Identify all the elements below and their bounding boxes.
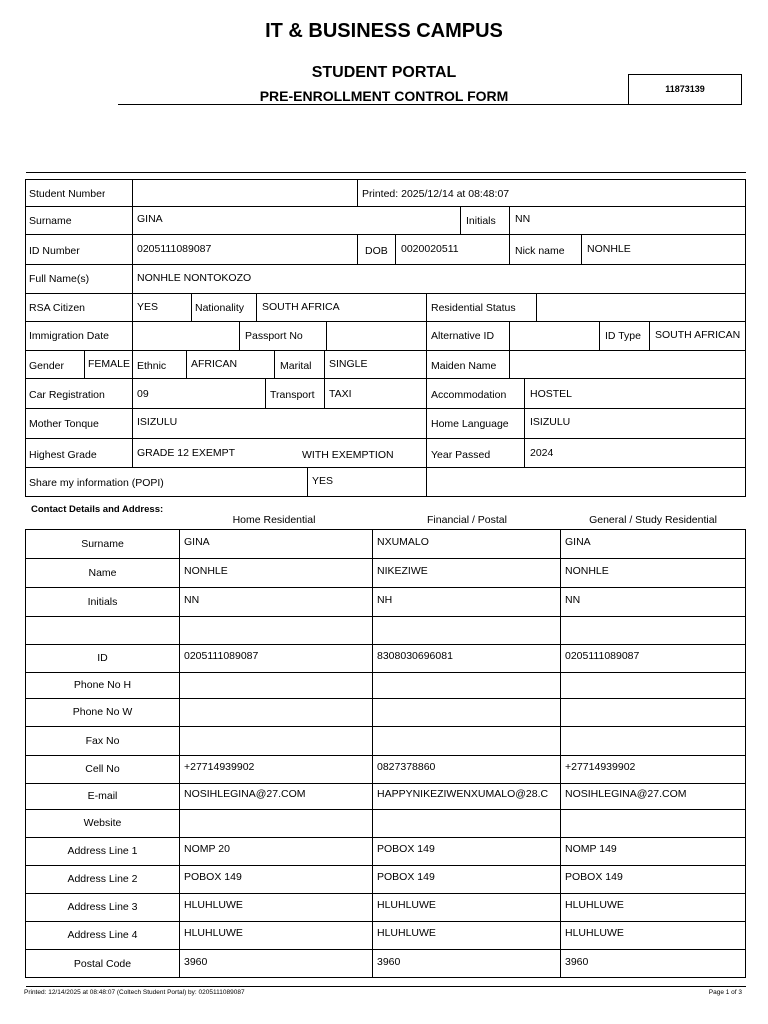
gender-label: Gender bbox=[29, 360, 65, 372]
full-names-label: Full Name(s) bbox=[29, 273, 90, 285]
contact-row-divider bbox=[25, 837, 746, 838]
form-number-box bbox=[628, 74, 742, 105]
contact-cell: 3960 bbox=[184, 956, 208, 968]
contact-cell: NOMP 20 bbox=[184, 843, 230, 855]
student-number-label: Student Number bbox=[29, 188, 106, 200]
immigration-date-label: Immigration Date bbox=[29, 330, 109, 342]
campus-title: IT & BUSINESS CAMPUS bbox=[265, 20, 503, 42]
contact-row-divider bbox=[25, 755, 746, 756]
contact-row-label: Postal Code bbox=[73, 958, 132, 970]
home-language-label: Home Language bbox=[431, 418, 509, 430]
contact-row-label: Fax No bbox=[85, 735, 120, 747]
passport-label: Passport No bbox=[245, 330, 303, 342]
col-divider bbox=[460, 206, 461, 235]
contact-col-divider bbox=[179, 529, 180, 978]
contact-row-label: Website bbox=[83, 817, 122, 829]
contact-row-divider bbox=[25, 921, 746, 922]
contact-row-divider bbox=[25, 587, 746, 588]
transport-value: TAXI bbox=[329, 388, 352, 400]
nick-name-label: Nick name bbox=[515, 245, 565, 257]
maiden-name-label: Maiden Name bbox=[431, 360, 497, 372]
contact-cell: HLUHLUWE bbox=[184, 899, 243, 911]
marital-value: SINGLE bbox=[329, 358, 368, 370]
header-divider bbox=[26, 172, 746, 173]
col-divider bbox=[324, 378, 325, 409]
col-divider bbox=[132, 321, 133, 351]
id-type-value: SOUTH AFRICAN bbox=[655, 329, 741, 341]
contact-cell: GINA bbox=[184, 536, 210, 548]
form-number: 11873139 bbox=[665, 84, 705, 94]
row-divider bbox=[25, 321, 746, 322]
contact-cell: 3960 bbox=[377, 956, 401, 968]
residential-status-label: Residential Status bbox=[431, 302, 516, 314]
col-divider bbox=[395, 234, 396, 265]
contact-cell: 3960 bbox=[565, 956, 589, 968]
row-divider bbox=[25, 234, 746, 235]
col-divider bbox=[649, 321, 650, 351]
alternative-id-label: Alternative ID bbox=[431, 330, 495, 342]
contact-row-label: ID bbox=[97, 652, 108, 664]
footer-printed: Printed: 12/14/2025 at 08:48:07 (Coltech Student Portal) by: 0205111089087 bbox=[24, 989, 245, 996]
contact-cell: POBOX 149 bbox=[377, 871, 435, 883]
col-divider bbox=[265, 378, 266, 409]
car-registration-value: 09 bbox=[137, 388, 149, 400]
footer-page: Page 1 of 3 bbox=[708, 989, 742, 996]
initials-value: NN bbox=[515, 213, 531, 225]
initials-label: Initials bbox=[466, 215, 496, 227]
col-divider bbox=[509, 234, 510, 265]
contact-row-label: Address Line 2 bbox=[67, 873, 138, 885]
col-divider bbox=[84, 350, 85, 379]
row-divider bbox=[25, 408, 746, 409]
contact-heading: Contact Details and Address: bbox=[31, 504, 164, 515]
id-number-value: 0205111089087 bbox=[137, 243, 212, 255]
col-divider bbox=[599, 321, 600, 351]
contact-cell: NONHLE bbox=[184, 565, 228, 577]
col-divider bbox=[509, 350, 510, 379]
contact-row-divider bbox=[25, 949, 746, 950]
contact-row-label: Cell No bbox=[85, 763, 120, 775]
col-divider bbox=[132, 179, 133, 207]
year-passed-label: Year Passed bbox=[431, 449, 491, 461]
contact-cell: POBOX 149 bbox=[565, 871, 623, 883]
nationality-value: SOUTH AFRICA bbox=[262, 301, 340, 313]
col-divider bbox=[426, 408, 427, 439]
popi-label: Share my information (POPI) bbox=[29, 477, 164, 489]
nationality-label: Nationality bbox=[195, 302, 245, 314]
contact-cell: 8308030696081 bbox=[377, 650, 453, 662]
surname-value: GINA bbox=[137, 213, 163, 225]
dob-label: DOB bbox=[365, 245, 388, 257]
popi-value: YES bbox=[312, 475, 334, 487]
col-divider bbox=[324, 350, 325, 379]
col-divider bbox=[524, 438, 525, 468]
printed-timestamp: Printed: 2025/12/14 at 08:48:07 bbox=[362, 188, 510, 200]
contact-cell: NONHLE bbox=[565, 565, 609, 577]
col-divider bbox=[536, 293, 537, 322]
col-divider bbox=[256, 293, 257, 322]
nick-name-value: NONHLE bbox=[587, 243, 631, 255]
contact-row-label: Phone No H bbox=[73, 679, 132, 691]
row-divider bbox=[25, 378, 746, 379]
transport-label: Transport bbox=[270, 389, 315, 401]
col-divider bbox=[426, 378, 427, 409]
highest-grade-label: Highest Grade bbox=[29, 449, 97, 461]
contact-row-label: Initials bbox=[87, 596, 118, 608]
col-divider bbox=[132, 378, 133, 409]
contact-cell: HLUHLUWE bbox=[184, 927, 243, 939]
col-divider bbox=[132, 350, 133, 379]
contact-row-divider bbox=[25, 809, 746, 810]
contact-cell: 0205111089087 bbox=[184, 650, 259, 662]
contact-row-divider bbox=[25, 783, 746, 784]
row-divider bbox=[25, 206, 746, 207]
col-divider bbox=[274, 350, 275, 379]
contact-row-label: E-mail bbox=[87, 790, 118, 802]
mother-tongue-label: Mother Tonque bbox=[29, 418, 99, 430]
col-divider bbox=[132, 234, 133, 265]
contact-cell: POBOX 149 bbox=[184, 871, 242, 883]
contact-col-divider bbox=[372, 529, 373, 978]
surname-label: Surname bbox=[29, 215, 72, 227]
col-divider bbox=[326, 321, 327, 351]
contact-cell: HLUHLUWE bbox=[377, 927, 436, 939]
form-title: PRE-ENROLLMENT CONTROL FORM bbox=[259, 88, 509, 104]
row-divider bbox=[25, 293, 746, 294]
contact-cell: HLUHLUWE bbox=[565, 899, 624, 911]
contact-row-divider bbox=[25, 644, 746, 645]
contact-cell: POBOX 149 bbox=[377, 843, 435, 855]
col-divider bbox=[426, 321, 427, 351]
contact-col-divider bbox=[560, 529, 561, 978]
col-divider bbox=[132, 264, 133, 294]
contact-cell: NN bbox=[184, 594, 200, 606]
rsa-citizen-label: RSA Citizen bbox=[29, 302, 86, 314]
dob-value: 0020020511 bbox=[401, 243, 459, 255]
rsa-citizen-value: YES bbox=[137, 301, 159, 313]
col-divider bbox=[132, 408, 133, 439]
contact-row-label: Surname bbox=[81, 538, 124, 550]
contact-cell: NOSIHLEGINA@27.COM bbox=[184, 788, 306, 800]
contact-row-divider bbox=[25, 616, 746, 617]
contact-cell: NH bbox=[377, 594, 393, 606]
contact-cell: NN bbox=[565, 594, 581, 606]
row-divider bbox=[25, 438, 746, 439]
mother-tongue-value: ISIZULU bbox=[137, 416, 178, 428]
car-registration-label: Car Registration bbox=[29, 389, 105, 401]
contact-row-divider bbox=[25, 865, 746, 866]
contact-row-divider bbox=[25, 672, 746, 673]
contact-row-label: Name bbox=[88, 567, 117, 579]
contact-row-divider bbox=[25, 558, 746, 559]
col-divider bbox=[357, 234, 358, 265]
col-divider bbox=[581, 234, 582, 265]
portal-title: STUDENT PORTAL bbox=[311, 64, 457, 81]
col-divider bbox=[132, 293, 133, 322]
contact-row-label: Phone No W bbox=[72, 706, 133, 718]
contact-column-header: Financial / Postal bbox=[427, 514, 507, 526]
contact-cell: GINA bbox=[565, 536, 591, 548]
col-divider bbox=[426, 438, 427, 468]
contact-row-label: Address Line 1 bbox=[67, 845, 138, 857]
row-divider bbox=[25, 264, 746, 265]
gender-value: FEMALE bbox=[88, 358, 131, 370]
col-divider bbox=[426, 293, 427, 322]
col-divider bbox=[357, 179, 358, 207]
col-divider bbox=[191, 293, 192, 322]
col-divider bbox=[426, 350, 427, 379]
contact-cell: +27714939902 bbox=[184, 761, 255, 773]
col-divider bbox=[509, 321, 510, 351]
contact-cell: HLUHLUWE bbox=[377, 899, 436, 911]
contact-cell: +27714939902 bbox=[565, 761, 636, 773]
marital-label: Marital bbox=[280, 360, 312, 372]
contact-cell: NXUMALO bbox=[377, 536, 429, 548]
col-divider bbox=[426, 467, 427, 497]
footer-divider bbox=[26, 986, 746, 987]
col-divider bbox=[509, 206, 510, 235]
col-divider bbox=[524, 408, 525, 439]
col-divider bbox=[132, 206, 133, 235]
grade-note: WITH EXEMPTION bbox=[302, 449, 394, 461]
row-divider bbox=[25, 350, 746, 351]
contact-row-divider bbox=[25, 698, 746, 699]
accommodation-label: Accommodation bbox=[431, 389, 507, 401]
col-divider bbox=[307, 467, 308, 497]
ethnic-label: Ethnic bbox=[137, 360, 167, 372]
contact-row-divider bbox=[25, 893, 746, 894]
id-type-label: ID Type bbox=[605, 330, 641, 342]
contact-row-divider bbox=[25, 726, 746, 727]
contact-column-header: Home Residential bbox=[232, 514, 316, 526]
col-divider bbox=[186, 350, 187, 379]
col-divider bbox=[239, 321, 240, 351]
accommodation-value: HOSTEL bbox=[530, 388, 573, 400]
contact-cell: 0827378860 bbox=[377, 761, 436, 773]
col-divider bbox=[524, 378, 525, 409]
contact-cell: HLUHLUWE bbox=[565, 927, 624, 939]
contact-cell: NOSIHLEGINA@27.COM bbox=[565, 788, 687, 800]
contact-row-label: Address Line 3 bbox=[67, 901, 138, 913]
contact-cell: 0205111089087 bbox=[565, 650, 640, 662]
year-passed-value: 2024 bbox=[530, 447, 554, 459]
contact-row-label: Address Line 4 bbox=[67, 929, 138, 941]
highest-grade-value: GRADE 12 EXEMPT bbox=[137, 447, 236, 459]
row-divider bbox=[25, 467, 746, 468]
contact-cell: HAPPYNIKEZIWENXUMALO@28.C bbox=[377, 788, 549, 800]
col-divider bbox=[132, 438, 133, 468]
id-number-label: ID Number bbox=[29, 245, 80, 257]
contact-cell: NOMP 149 bbox=[565, 843, 617, 855]
contact-cell: NIKEZIWE bbox=[377, 565, 428, 577]
title-underline bbox=[118, 104, 630, 105]
ethnic-value: AFRICAN bbox=[191, 358, 238, 370]
home-language-value: ISIZULU bbox=[530, 416, 571, 428]
full-names-value: NONHLE NONTOKOZO bbox=[137, 272, 252, 284]
contact-column-header: General / Study Residential bbox=[589, 514, 717, 526]
